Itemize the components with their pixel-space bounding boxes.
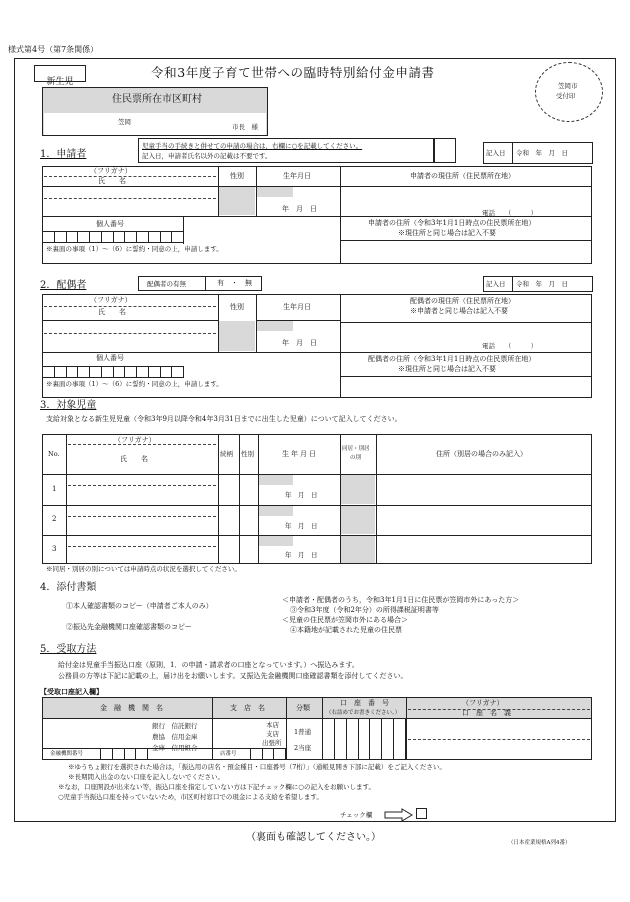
section5-line2: 公務員の方等は下記に記載の上，届け出をお願いします。又振込先金融機関口座確認書類を添付してください。 — [58, 672, 408, 680]
city-name: 笠岡 — [118, 118, 131, 126]
child-row-no: 1 — [52, 485, 57, 493]
holder-furigana-header: （フリガナ） — [462, 699, 504, 707]
spouse-prev-address-field[interactable] — [341, 377, 591, 397]
form-title: 令和3年度子育て世帯への臨時特別給付金申請書 — [151, 65, 435, 80]
bank-code-label: 金融機関番号 — [50, 751, 84, 757]
col-gender: 性別 — [241, 450, 254, 458]
applicant-furigana-field[interactable] — [44, 188, 216, 198]
col-name: 氏 名 — [120, 455, 148, 463]
spouse-oath: ※裏面の事項（1）～（6）に誓約・同意の上，申請します。 — [46, 380, 223, 388]
reception-stamp: 笠岡市 受付印 — [535, 62, 603, 122]
applicant-address-header: 申請者の現住所（住民票所在地） — [410, 172, 515, 180]
account-note-4: ○児童手当振込口座を持っていないため，市区町村窓口での現金による支給を希望します。 — [58, 793, 323, 801]
section1-note: 児童手当の手続きと併せての申請の場合は，右欄に○を記載してください。 記入日，申請者氏名以外の記載は不要です。 — [138, 138, 434, 163]
applicant-birth-header: 生年月日 — [283, 172, 311, 180]
child1-name[interactable] — [67, 486, 217, 504]
branch-name-header: 支 店 名 — [230, 704, 265, 712]
applicant-name-field[interactable] — [44, 199, 216, 215]
child2-name[interactable] — [67, 517, 217, 534]
bank-code-field[interactable] — [100, 748, 148, 760]
section1-check-cell[interactable] — [434, 138, 456, 163]
newborn-badge: 新生児 — [34, 65, 86, 82]
section4-heading: 4．添付書類 — [40, 582, 97, 593]
section2-date-label: 記入日 — [486, 280, 506, 288]
applicant-prev-address-1: 申請者の住所（令和3年1月1日時点の住民票所在地） — [368, 219, 536, 227]
section1-date-value: 令和 年 月 日 — [516, 149, 568, 157]
category-header: 分類 — [296, 704, 310, 712]
spouse-address-header-2: ※申請者と同じ場合は記入不要 — [410, 307, 508, 315]
spouse-address-header-1: 配偶者の現住所（住民票所在地） — [410, 297, 515, 305]
col-address: 住所（別居の場合のみ記入） — [436, 450, 527, 458]
spouse-phone[interactable]: 電話 （ ） — [482, 342, 538, 350]
check-label: チェック欄 — [340, 811, 373, 819]
section2-date-value: 令和 年 月 日 — [516, 280, 568, 288]
section5-heading: 5．受取方法 — [40, 644, 97, 655]
bank-types-2: 農協 信用金庫 — [152, 733, 198, 741]
account-number-field[interactable] — [322, 718, 406, 760]
municipality-heading: 住民票所在市区町村 — [112, 94, 202, 105]
account-no-header: 口 座 番 号 — [340, 699, 389, 707]
applicant-oath: ※裏面の事項（1）～（6）に誓約・同意の上，申請します。 — [46, 245, 223, 253]
spouse-name-header: 氏 名 — [98, 308, 126, 316]
section5-line1: 給付金は児童手当振込口座（原則，1．の申請・請求者の口座となっています。）へ振込みます。 — [58, 661, 359, 669]
applicant-prev-address-2: ※現住所と同じ場合は記入不要 — [398, 229, 496, 237]
account-heading: 【受取口座記入欄】 — [40, 687, 103, 696]
child3-furigana[interactable] — [67, 536, 217, 545]
child-row-no: 2 — [52, 515, 57, 523]
child-row-no: 3 — [52, 545, 57, 553]
attachment-right-1: ＜申請者・配偶者のうち，令和3年1月1日に住民票が笠岡市外にあった方＞ — [282, 596, 520, 604]
child2-furigana[interactable] — [67, 506, 217, 515]
child2-birth[interactable]: 年 月 日 — [285, 522, 318, 530]
branch-name-field[interactable] — [213, 719, 257, 747]
col-cohab-2: の別 — [350, 455, 362, 461]
child3-name[interactable] — [67, 547, 217, 563]
col-birth: 生年月日 — [282, 450, 318, 458]
branch-code-field[interactable] — [250, 748, 286, 760]
applicant-gender-header: 性別 — [230, 172, 244, 180]
applicant-furigana-header: （フリガナ） — [90, 167, 132, 175]
spouse-id-number[interactable] — [42, 366, 184, 378]
branch-type-branch: 支店 — [266, 730, 279, 738]
account-type-2[interactable]: 2当座 — [294, 744, 312, 752]
applicant-name-header: 氏 名 — [98, 177, 126, 185]
col-no: No. — [48, 450, 60, 458]
account-note-1: ※ゆうちょ銀行を選択された場合は，「振込用の店名・預金種目・口座番号（7桁）」（通帳見開き下部に記載）をご記入ください。 — [68, 763, 446, 771]
mayor-label: 市長 様 — [232, 123, 258, 131]
applicant-gender-field[interactable] — [219, 187, 255, 215]
spouse-name-field[interactable] — [44, 334, 216, 350]
branch-code-label: 店番号 — [220, 751, 237, 757]
section3-description: 支給対象となる新生児児童（令和3年9月以降令和4年3月31日までに出生した児童）について記入してください。 — [46, 415, 402, 423]
applicant-prev-address-field[interactable] — [341, 241, 591, 263]
section1-date-label: 記入日 — [486, 149, 506, 157]
attachment-item-2: ②振込先金融機関口座確認書類のコピー — [66, 623, 192, 631]
spouse-furigana-field[interactable] — [44, 322, 216, 332]
child3-cohab[interactable] — [341, 536, 375, 563]
spouse-birth-field[interactable]: 年 月 日 — [282, 339, 317, 347]
spouse-prev-address-2: ※現住所と同じ場合は記入不要 — [398, 365, 496, 373]
spouse-furigana-header: （フリガナ） — [90, 296, 132, 304]
child1-furigana[interactable] — [67, 475, 217, 484]
cash-payment-checkbox[interactable] — [416, 808, 427, 819]
footer-reminder: （裏面も確認してください。） — [246, 832, 381, 843]
branch-type-office: 出張所 — [262, 739, 282, 747]
applicant-birth-field[interactable]: 年 月 日 — [282, 205, 317, 213]
section2-heading: 2．配偶者 — [40, 280, 87, 291]
child3-birth[interactable]: 年 月 日 — [285, 551, 318, 559]
spouse-id-label: 個人番号 — [96, 354, 124, 362]
account-type-1[interactable]: 1普通 — [294, 728, 312, 736]
account-no-note: （右詰めでお書きください。） — [326, 710, 401, 716]
bank-types-1: 銀行 信託銀行 — [152, 722, 198, 730]
col-cohab-1: 同居・別居 — [342, 446, 370, 452]
account-note-3: ※なお，口座開設が出来ない等，振込口座を指定していない方は下記チェック欄に○の記入をお願いします。 — [58, 783, 375, 791]
bank-name-field[interactable] — [43, 719, 149, 747]
bank-name-header: 金 融 機 関 名 — [100, 704, 163, 712]
account-note-2: ※長期間入出金のない口座を記入しないでください。 — [68, 773, 224, 781]
applicant-id-label: 個人番号 — [96, 220, 124, 228]
spouse-birth-header: 生年月日 — [283, 303, 311, 311]
section1-heading: 1．申請者 — [40, 149, 87, 160]
spouse-gender-header: 性別 — [230, 303, 244, 311]
holder-header: 口 座 名 義 — [462, 709, 511, 717]
child1-cohab[interactable] — [341, 475, 375, 504]
col-relation: 続柄 — [220, 450, 233, 458]
footer-standard: （日本産業規格A列4番） — [508, 840, 571, 846]
branch-type-head: 本店 — [266, 721, 279, 729]
child1-birth[interactable]: 年 月 日 — [285, 491, 318, 499]
applicant-phone[interactable]: 電話 （ ） — [482, 209, 538, 217]
arrow-right-icon — [384, 808, 414, 822]
section3-footnote: ※同居・別居の別については申請時点の状況を選択してください。 — [46, 565, 241, 573]
bank-types-3: 金庫 信用組合 — [152, 744, 198, 752]
attachment-right-2: ③令和3年度（令和2年分）の所得課税証明書等 — [290, 606, 439, 614]
form-number: 様式第4号（第7条関係） — [8, 45, 99, 54]
spouse-gender-field[interactable] — [219, 321, 255, 351]
attachment-item-1: ①本人確認書類のコピー（申請者ご本人のみ） — [66, 602, 213, 610]
col-furigana: （フリガナ） — [114, 436, 156, 444]
section3-heading: 3．対象児童 — [40, 400, 97, 411]
attachment-right-4: ④本籍地が記載された児童の住民票 — [290, 626, 402, 634]
child2-cohab[interactable] — [341, 506, 375, 534]
spouse-prev-address-1: 配偶者の住所（令和3年1月1日時点の住民票所在地） — [368, 355, 536, 363]
attachment-right-3: ＜児童の住民票が笠岡市外にある場合＞ — [282, 616, 408, 624]
spouse-existence[interactable]: 配偶者の有無 有 ・ 無 — [138, 276, 262, 291]
